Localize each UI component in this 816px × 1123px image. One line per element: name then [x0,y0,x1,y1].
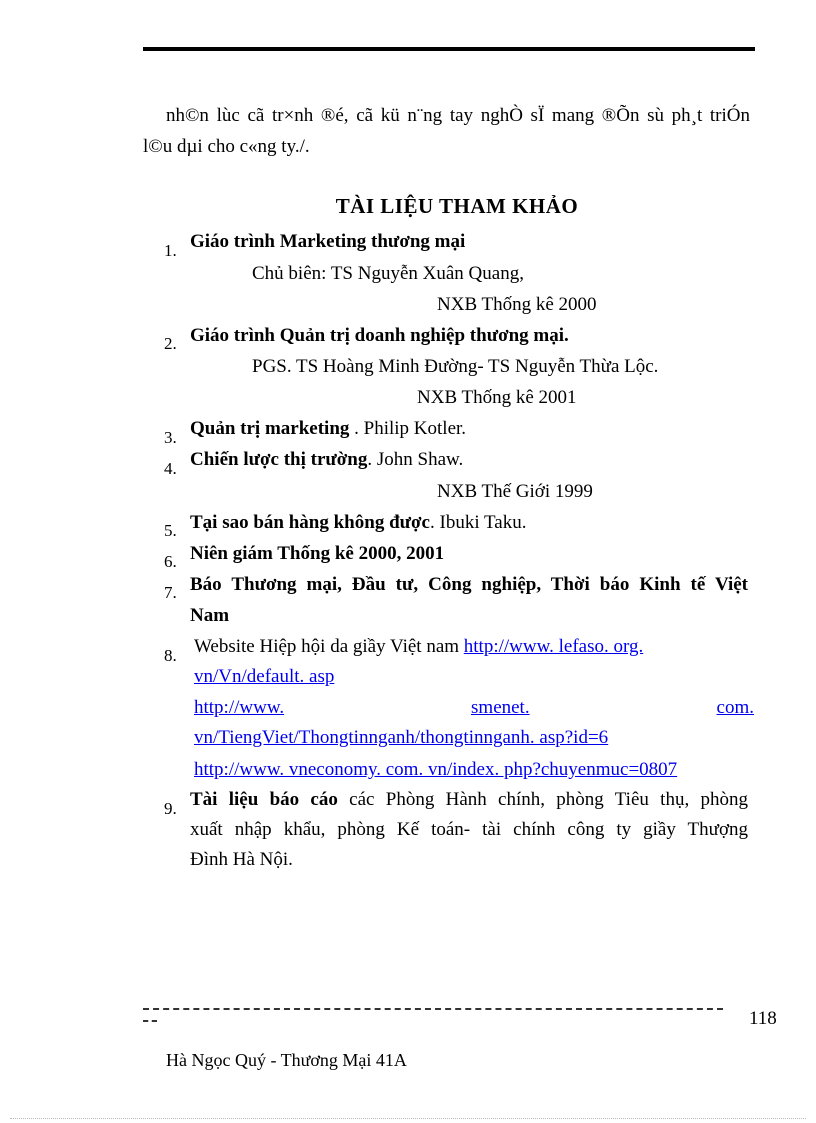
ref-5-number: 5. [164,521,177,540]
ref-8-entry [194,635,643,659]
ref-9-number: 9. [164,799,177,818]
smenet-link-continued[interactable]: vn/TiengViet/Thongtinnganh/thongtinnganh. asp?id=6 [194,727,609,748]
ref-8-text: Website Hiệp hội da giầy Việt nam [194,636,464,657]
footer-author: Hà Ngọc Quý - Thương Mại 41A [166,1050,407,1070]
ref-9-title: Tài liệu báo cáo [190,789,338,810]
bottom-dotted-border [10,1118,806,1119]
ref-7-number: 7. [164,583,177,602]
ref-4-number: 4. [164,459,177,478]
intro-line-1: nh©n lùc cã tr×nh ®é, cã kü n¨ng tay nghÒ sÏ mang ®Õn sù ph¸t triÓn [166,105,750,126]
ref-4-entry [190,448,463,472]
smenet-link[interactable] [194,696,754,720]
ref-3-author: . Philip Kotler. [349,418,467,439]
ref-1-author: Chủ biên: TS Nguyễn Xuân Quang, [252,263,524,284]
ref-9-line-2: xuất nhập khẩu, phòng Kế toán- tài chính công ty giầy Thượng [190,819,748,840]
ref-2-publisher: NXB Thống kê 2001 [417,387,577,408]
ref-1-number: 1. [164,241,177,260]
top-border [143,47,755,51]
ref-9-line-3: Đình Hà Nội. [190,849,293,870]
ref-5-title: Tại sao bán hàng không được [190,512,430,533]
ref-9-line-1 [190,788,748,812]
ref-3-number: 3. [164,428,177,447]
ref-2-author: PGS. TS Hoàng Minh Đường- TS Nguyễn Thừa Lộc. [252,356,659,377]
ref-4-author: . John Shaw. [367,449,464,470]
ref-5-author: . Ibuki Taku. [430,512,527,533]
ref-3-title: Quản trị marketing [190,418,350,439]
vneconomy-link[interactable]: http://www. vneconomy. com. vn/index. php?chuyenmuc=0807 [194,759,678,780]
ref-4-title: Chiến lược thị trường [190,449,368,470]
lefaso-link[interactable]: http://www. lefaso. org. [463,636,644,657]
ref-7-title-line-1: Báo Thương mại, Đầu tư, Công nghiệp, Thời báo Kinh tế Việt [190,574,748,595]
ref-9-rest: các Phòng Hành chính, phòng Tiêu thụ, phòng [337,789,748,810]
ref-2-title: Giáo trình Quản trị doanh nghiệp thương mại. [190,325,569,346]
ref-2-number: 2. [164,334,177,353]
ref-7-title-line-2: Nam [190,605,230,626]
footer-divider [143,1008,723,1010]
ref-1-title: Giáo trình Marketing thương mại [190,231,466,252]
page-number: 118 [749,1008,777,1029]
smenet-link-part-3[interactable]: com. [716,697,754,718]
ref-8-number: 8. [164,646,177,665]
smenet-link-part-2[interactable]: smenet. [471,697,530,718]
ref-4-publisher: NXB Thế Giới 1999 [437,481,593,502]
smenet-link-part-1[interactable]: http://www. [194,697,285,718]
lefaso-link-continued[interactable]: vn/Vn/default. asp [194,666,335,687]
page-title: TÀI LIỆU THAM KHẢO [335,194,579,218]
ref-1-publisher: NXB Thống kê 2000 [437,294,597,315]
ref-5-entry [190,511,526,535]
ref-6-number: 6. [164,552,177,571]
ref-3-entry [190,417,466,441]
intro-line-2: l©u dµi cho c«ng ty./. [143,136,310,157]
ref-6-title: Niên giám Thống kê 2000, 2001 [190,543,445,564]
footer-divider-continued [143,1020,157,1022]
